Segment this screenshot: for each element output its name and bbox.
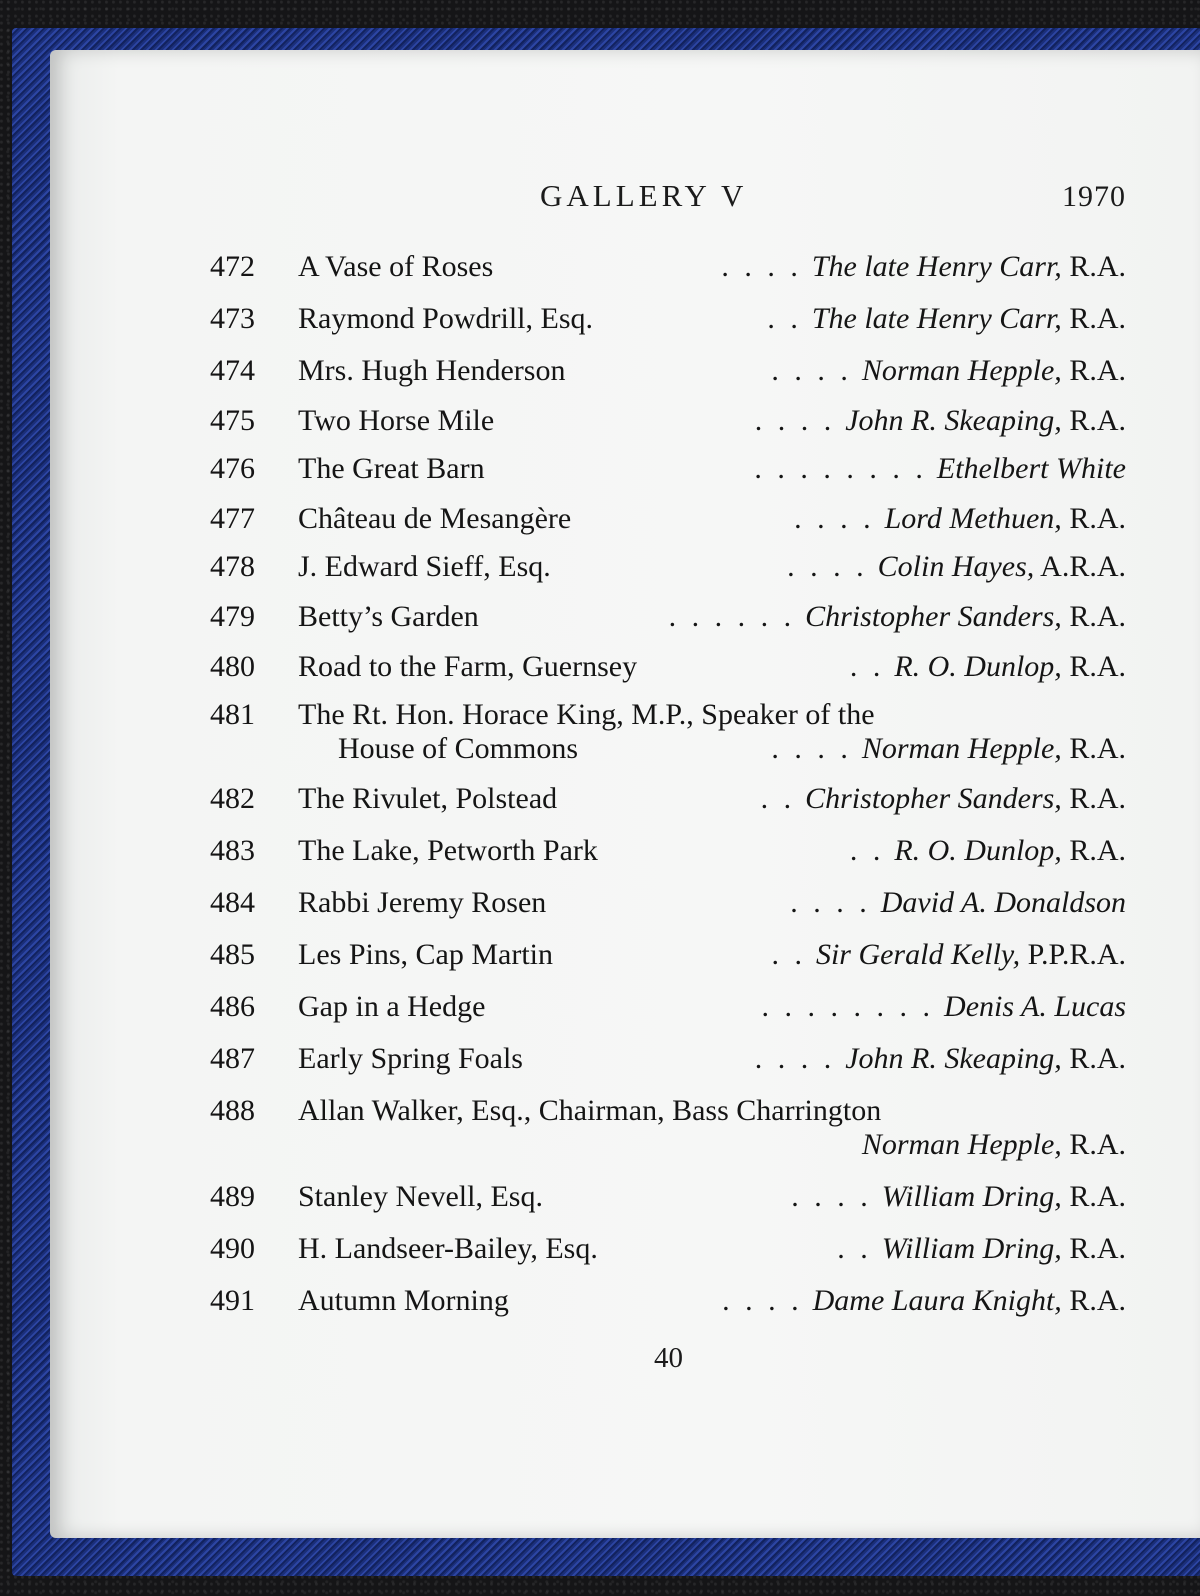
gallery-title: GALLERY V <box>540 178 748 213</box>
leader-dots: . . . . <box>787 550 868 583</box>
entry-attribution <box>722 1284 1126 1318</box>
artist-suffix: R.A. <box>1069 1042 1126 1075</box>
leader-dots: . . . . <box>754 404 836 437</box>
leader-dots: . . . . . . . . <box>761 990 935 1023</box>
entry-number: 475 <box>210 404 255 437</box>
entry-attribution <box>761 782 1126 816</box>
entry-attribution <box>771 354 1126 388</box>
entry-attribution <box>790 886 1126 920</box>
entry-title: The Great Barn <box>298 452 485 485</box>
entry-number: 489 <box>210 1180 255 1213</box>
entry-number: 484 <box>210 886 255 919</box>
entry-title: Stanley Nevell, Esq. <box>298 1180 543 1213</box>
artist-name: John R. Skeaping, <box>845 1042 1062 1075</box>
leader-dots: . . <box>771 938 806 971</box>
entry-title: Betty’s Garden <box>298 600 479 633</box>
artist-name: Sir Gerald Kelly, <box>815 938 1021 971</box>
entry-number: 486 <box>210 990 255 1023</box>
artist-suffix: A.R.A. <box>1040 550 1126 583</box>
artist-name: R. O. Dunlop, <box>894 650 1062 683</box>
leader-dots: . . . . <box>771 354 852 387</box>
artist-name: William Dring, <box>881 1232 1062 1265</box>
entry-title: The Rt. Hon. Horace King, M.P., Speaker of the <box>298 698 875 731</box>
artist-name: David A. Donaldson <box>880 886 1126 919</box>
catalogue-year: 1970 <box>1062 180 1126 213</box>
entry-title: The Rivulet, Polstead <box>298 782 558 815</box>
catalogue-entry <box>210 1094 1126 1164</box>
artist-suffix: R.A. <box>1069 650 1126 683</box>
entry-title: J. Edward Sieff, Esq. <box>298 550 551 583</box>
entry-number: 483 <box>210 834 255 867</box>
entry-title: Gap in a Hedge <box>298 990 486 1023</box>
entry-attribution <box>862 1128 1126 1162</box>
entry-number: 482 <box>210 782 255 815</box>
entry-title: Château de Mesangère <box>298 502 572 535</box>
artist-suffix: R.A. <box>1069 1284 1126 1317</box>
entry-title: Les Pins, Cap Martin <box>298 938 553 971</box>
entry-attribution <box>767 302 1126 336</box>
entry-attribution <box>837 1232 1126 1266</box>
entry-title: Mrs. Hugh Henderson <box>298 354 566 387</box>
leader-dots: . . <box>849 834 885 867</box>
leader-dots: . . . . <box>754 1042 836 1075</box>
artist-suffix: R.A. <box>1069 782 1126 815</box>
artist-suffix: R.A. <box>1069 732 1126 765</box>
entry-title: The Lake, Petworth Park <box>298 834 598 867</box>
page-number: 40 <box>654 1342 683 1374</box>
artist-name: Norman Hepple, <box>861 354 1062 387</box>
entry-number: 478 <box>210 550 255 583</box>
artist-suffix: R.A. <box>1069 502 1126 535</box>
entry-number: 491 <box>210 1284 255 1317</box>
artist-name: The late Henry Carr, <box>811 250 1062 283</box>
entry-attribution <box>669 600 1126 634</box>
entry-number: 490 <box>210 1232 255 1265</box>
entry-number: 481 <box>210 698 255 731</box>
leader-dots: . . <box>849 650 885 683</box>
entry-attribution <box>794 502 1126 536</box>
entry-number: 473 <box>210 302 255 335</box>
entry-attribution <box>771 732 1126 766</box>
entry-title: Raymond Powdrill, Esq. <box>298 302 594 335</box>
artist-name: William Dring, <box>881 1180 1062 1213</box>
artist-suffix: R.A. <box>1069 250 1126 283</box>
artist-name: Dame Laura Knight, <box>812 1284 1062 1317</box>
entry-number: 488 <box>210 1094 255 1127</box>
leader-dots: . . . . <box>791 1180 872 1213</box>
entry-number: 487 <box>210 1042 255 1075</box>
entry-title: Rabbi Jeremy Rosen <box>298 886 547 919</box>
artist-suffix: P.P.R.A. <box>1027 938 1126 971</box>
artist-name: Christopher Sanders, <box>805 782 1062 815</box>
entry-number: 472 <box>210 250 255 283</box>
entry-number: 476 <box>210 452 255 485</box>
artist-name: Norman Hepple, <box>861 732 1062 765</box>
artist-name: John R. Skeaping, <box>845 404 1062 437</box>
entry-attribution <box>850 650 1126 684</box>
entry-attribution <box>787 550 1126 584</box>
artist-suffix: R.A. <box>1069 354 1126 387</box>
entry-title: Road to the Farm, Guernsey <box>298 650 638 683</box>
artist-suffix: R.A. <box>1069 1232 1126 1265</box>
entry-attribution <box>762 990 1126 1024</box>
leader-dots: . . . . <box>790 886 871 919</box>
artist-name: Ethelbert White <box>936 452 1126 485</box>
leader-dots: . . <box>767 302 802 335</box>
artist-name: Denis A. Lucas <box>944 990 1126 1023</box>
artist-suffix: R.A. <box>1069 404 1126 437</box>
artist-name: The late Henry Carr, <box>811 302 1062 335</box>
entry-title: A Vase of Roses <box>298 250 494 283</box>
leader-dots: . . . . <box>771 732 852 765</box>
leader-dots: . . . . <box>721 250 802 283</box>
catalogue-entry <box>210 698 1126 768</box>
leader-dots: . . . . <box>794 502 875 535</box>
entry-number: 477 <box>210 502 255 535</box>
artist-name: Norman Hepple, <box>861 1128 1062 1161</box>
entry-attribution <box>791 1180 1126 1214</box>
entry-number: 485 <box>210 938 255 971</box>
leader-dots: . . <box>837 1232 872 1265</box>
entry-number: 474 <box>210 354 255 387</box>
leader-dots: . . . . <box>722 1284 803 1317</box>
entry-attribution <box>721 250 1126 284</box>
artist-suffix: R.A. <box>1069 1180 1126 1213</box>
entry-title: Autumn Morning <box>298 1284 509 1317</box>
entry-number: 480 <box>210 650 255 683</box>
artist-suffix: R.A. <box>1069 1128 1126 1161</box>
artist-suffix: R.A. <box>1069 600 1126 633</box>
artist-name: Lord Methuen, <box>884 502 1062 535</box>
leader-dots: . . . . . . . . <box>754 452 927 485</box>
entry-title: H. Landseer-Bailey, Esq. <box>298 1232 598 1265</box>
artist-suffix: R.A. <box>1069 302 1126 335</box>
entry-attribution <box>754 452 1126 486</box>
artist-name: Colin Hayes, <box>877 550 1035 583</box>
entry-title: Two Horse Mile <box>298 404 495 437</box>
artist-name: R. O. Dunlop, <box>894 834 1062 867</box>
leader-dots: . . . . . . <box>668 600 796 633</box>
entry-title-continuation: House of Commons <box>338 732 578 765</box>
entry-title: Allan Walker, Esq., Chairman, Bass Charrington <box>298 1094 882 1127</box>
artist-name: Christopher Sanders, <box>805 600 1062 633</box>
entry-attribution <box>755 404 1126 438</box>
entry-attribution <box>850 834 1126 868</box>
entry-attribution <box>755 1042 1126 1076</box>
entry-attribution <box>771 938 1126 972</box>
entry-title: Early Spring Foals <box>298 1042 523 1075</box>
leader-dots: . . <box>760 782 796 815</box>
entry-number: 479 <box>210 600 255 633</box>
artist-suffix: R.A. <box>1069 834 1126 867</box>
